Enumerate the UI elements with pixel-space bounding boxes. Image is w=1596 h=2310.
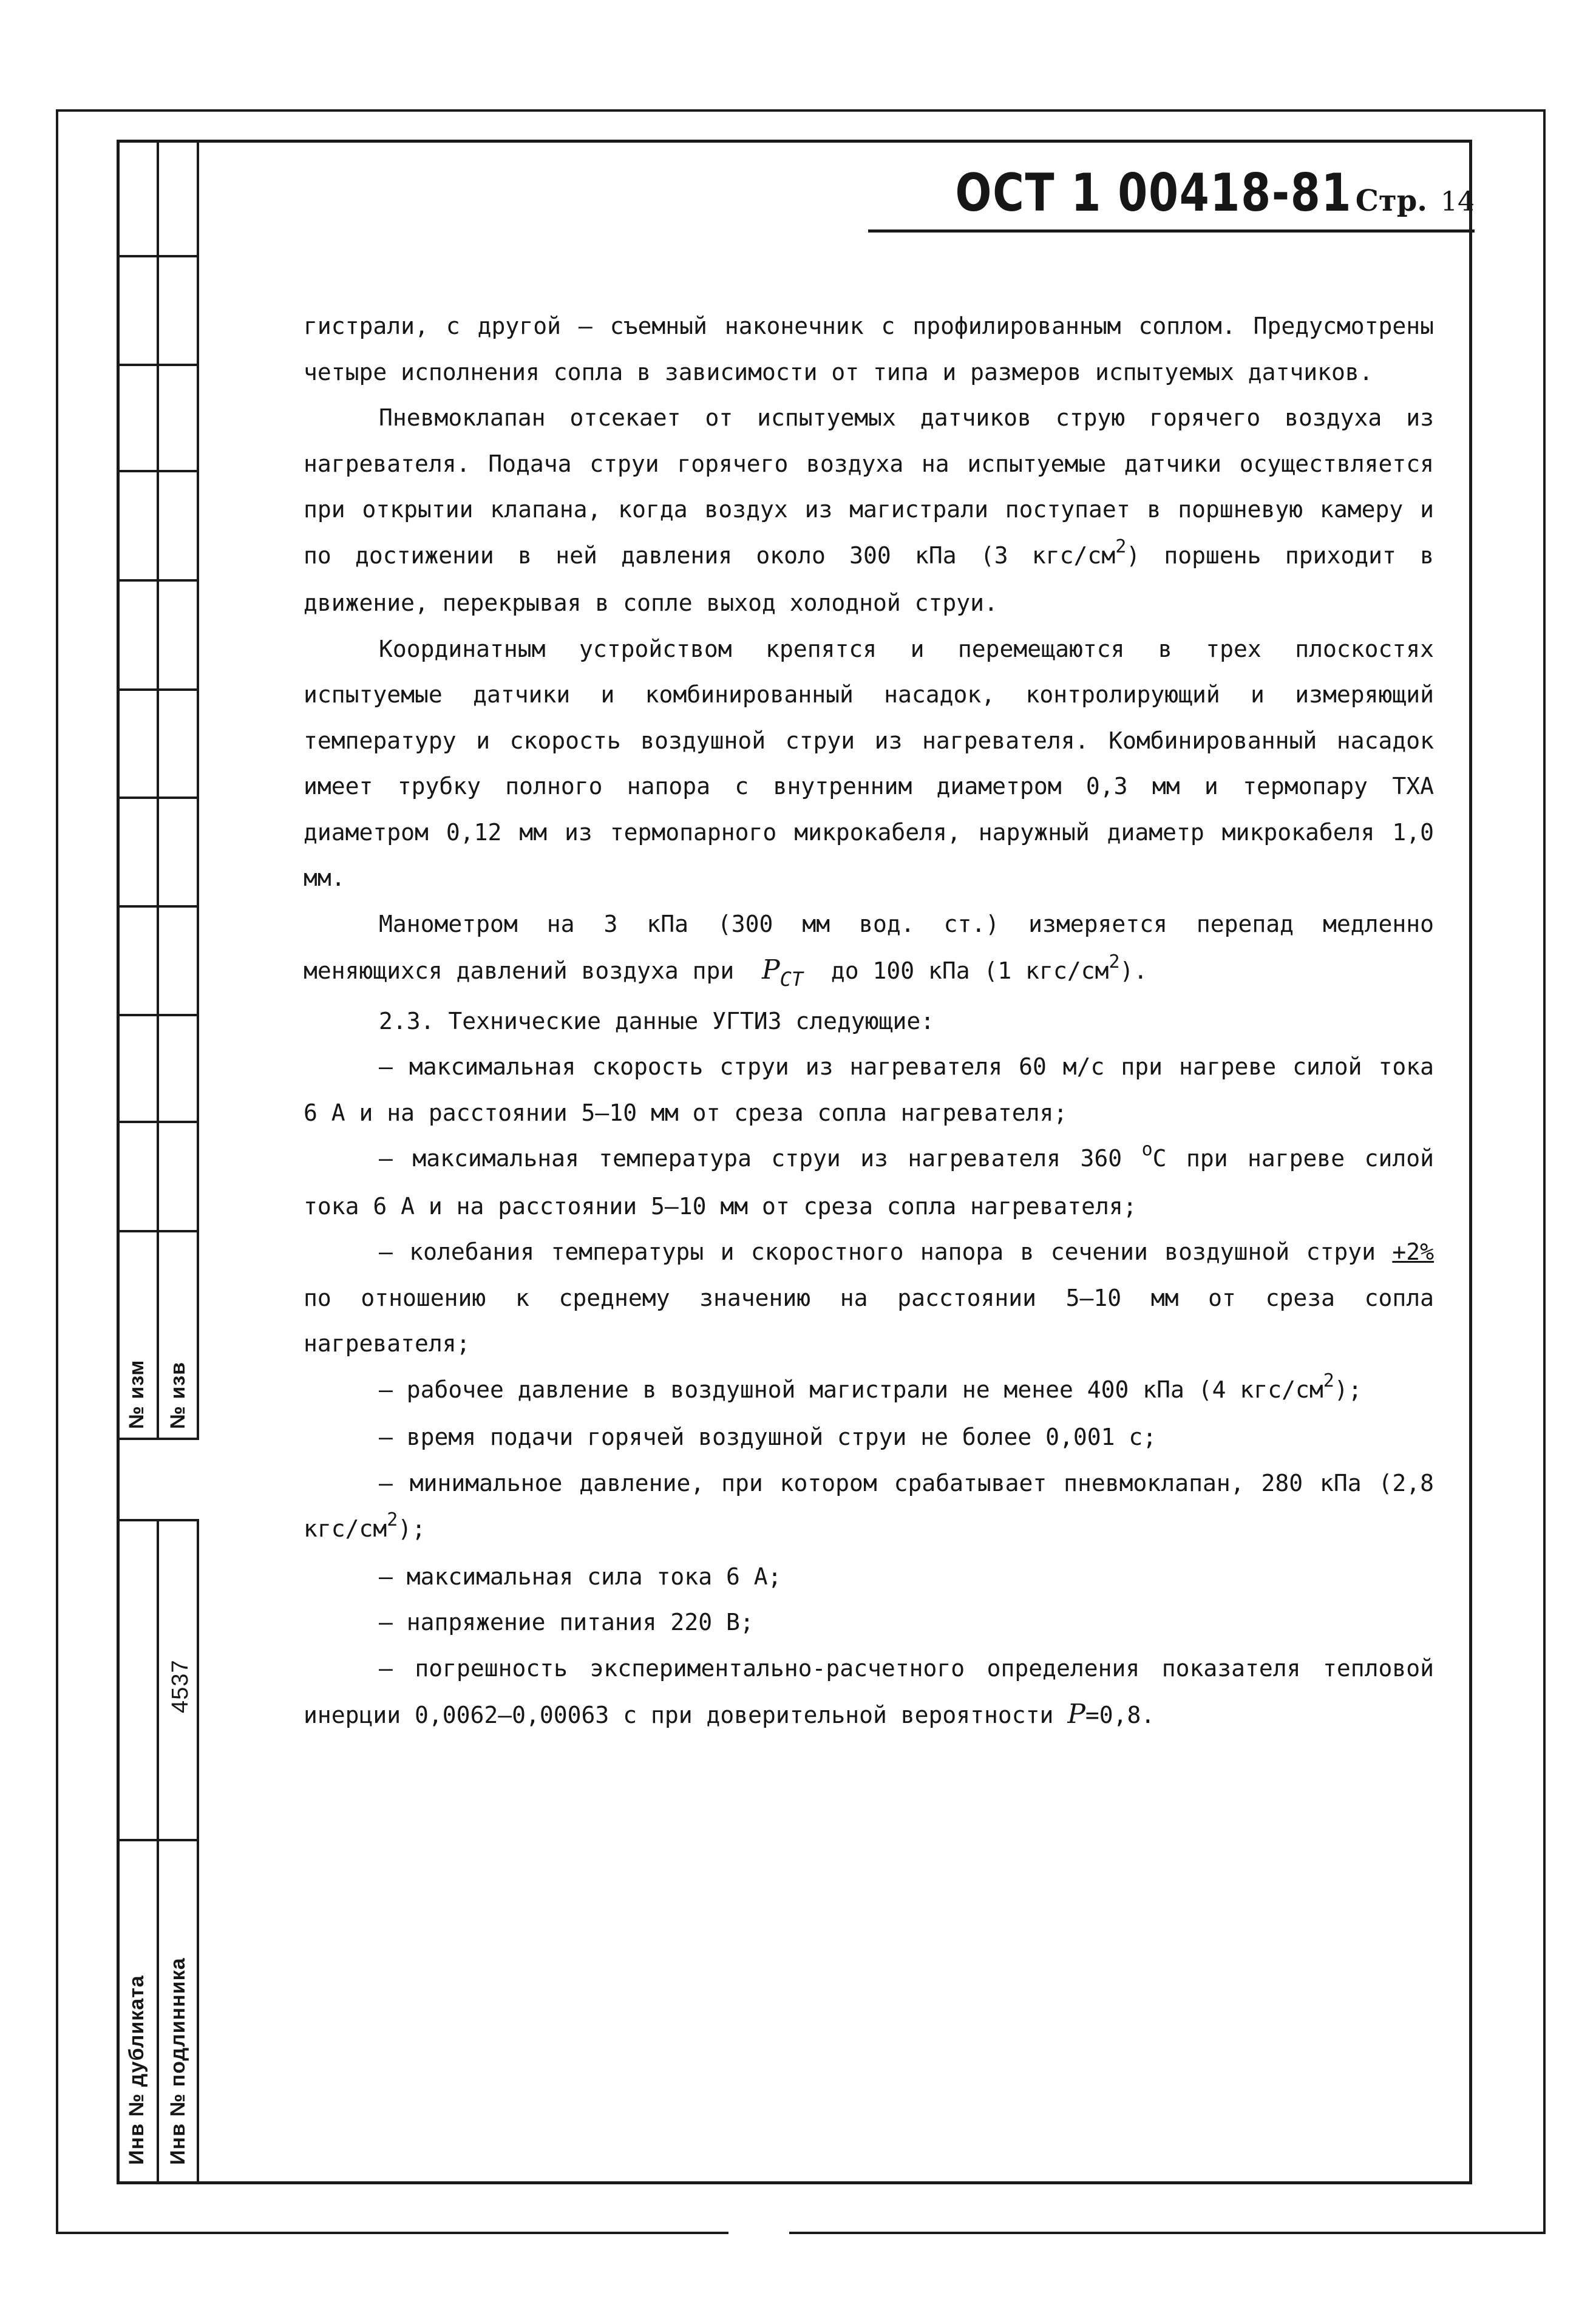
text-run: ); (1334, 1376, 1362, 1403)
text-run: – погрешность экспериментально-расчетного определения показателя тепловой инерции 0,0062–0,00063 с при доверительной вероятности (304, 1654, 1434, 1728)
paragraph: гистрали, с другой – съемный наконечник с профилированным соплом. Предусмотрены четыре исполнения сопла в зависимости от типа и размеров испытуемых датчиков. (304, 313, 1434, 386)
list-item: – максимальная сила тока 6 А; (379, 1563, 782, 1590)
strip-cell-line (119, 797, 197, 799)
list-item (304, 1367, 1434, 1415)
change-number-label: № изм (125, 1359, 148, 1429)
section-heading: 2.3. Технические данные УГТИЗ следующие: (379, 1007, 935, 1034)
text-run: по отношению к среднему значению на расстоянии 5–10 мм от среза сопла нагревателя; (304, 1284, 1434, 1357)
strip-cell-line (119, 1839, 197, 1841)
list-item: – максимальная скорость струи из нагревателя 60 м/с при нагреве силой тока 6 А и на расстоянии 5–10 мм от среза сопла нагревателя; (304, 1053, 1434, 1126)
notice-number-label: № изв (166, 1361, 189, 1429)
strip-divider (157, 142, 159, 1438)
paragraph (304, 902, 1434, 996)
text-run: Манометром на 3 кПа (300 мм вод. ст.) измеряется перепад медленно меняющихся давлений воздуха при (304, 910, 1434, 984)
text-run: =0,8. (1085, 1702, 1155, 1728)
text-run: до 100 кПа (1 кгс/см (830, 957, 1109, 984)
superscript: 2 (1115, 535, 1127, 557)
paragraph: Координатным устройством крепятся и перемещаются в трех плоскостях испытуемые датчики и комбинированный насадок, контролирующий и измеряющий температуру и скорость воздушной струи из нагревателя. Комбинированный насадок имеет трубку полного напора с внутренним диаметром 0,3 мм и термопару ТХА диаметром 0,12 мм из термопарного микрокабеля, наружный диаметр микрокабеля 1,0 мм. (304, 635, 1434, 891)
text-run: ). (1119, 957, 1148, 984)
document-code: ОСТ 1 00418-81 (955, 163, 1352, 223)
strip-cell-line (119, 905, 197, 908)
side-strip-top (117, 140, 199, 1440)
duplicate-inventory-label: Инв № дубликата (125, 1975, 148, 2165)
strip-divider (157, 1521, 159, 2182)
side-strip-bottom (117, 1519, 199, 2184)
inventory-number: 4537 (168, 1659, 193, 1713)
page-label: Стр. (1355, 184, 1427, 218)
list-item (304, 1461, 1434, 1554)
paragraph (304, 395, 1434, 627)
text-run: Пневмоклапан отсекает от испытуемых датчиков струю горячего воздуха из нагревателя. Подача струи горячего воздуха на испытуемые датчики осуществляется при открытии клапана, когда воздух из магистрали поступает в поршневую камеру и по достижении в ней давления около 300 кПа (3 кгс/см (304, 404, 1434, 569)
strip-cell-line (119, 1014, 197, 1016)
superscript: о (1141, 1139, 1153, 1160)
strip-cell-line (119, 1121, 197, 1123)
plus-minus-value: +2% (1392, 1238, 1434, 1265)
strip-cell-line (119, 1230, 197, 1232)
document-body (304, 304, 1434, 1739)
list-item (304, 1646, 1434, 1739)
list-item: – напряжение питания 220 В; (379, 1609, 754, 1636)
text-run: – минимальное давление, при котором срабатывает пневмоклапан, 280 кПа (2,8 кгс/см (304, 1469, 1434, 1542)
list-item (304, 1136, 1434, 1229)
pressure-symbol: P (761, 954, 780, 985)
strip-cell-line (119, 470, 197, 472)
superscript: 2 (1323, 1370, 1334, 1391)
superscript: 2 (387, 1509, 398, 1530)
text-run: – рабочее давление в воздушной магистрали не менее 400 кПа (4 кгс/см (379, 1376, 1323, 1403)
list-item (304, 1229, 1434, 1367)
text-run: – максимальная температура струи из нагревателя 360 (379, 1145, 1122, 1172)
strip-cell-line (119, 255, 197, 257)
strip-cell-line (119, 579, 197, 582)
original-inventory-label: Инв № подлинника (166, 1957, 189, 2165)
document-header (868, 163, 1475, 233)
text-run: ); (398, 1515, 426, 1542)
frame-gap (728, 2227, 789, 2239)
superscript: 2 (1109, 951, 1120, 973)
list-item: – время подачи горячей воздушной струи не более 0,001 с; (379, 1424, 1157, 1450)
strip-cell-line (119, 364, 197, 366)
strip-cell-line (119, 688, 197, 691)
text-run: С при нагреве силой тока 6 А и на расстоянии 5–10 мм от среза сопла нагревателя; (304, 1145, 1434, 1220)
subscript: СТ (779, 968, 804, 991)
text-run: – колебания температуры и скоростного напора в сечении воздушной струи (379, 1238, 1376, 1265)
probability-symbol: P (1067, 1699, 1085, 1730)
page-number: 14 (1441, 186, 1475, 217)
text-run: ) поршень приходит в движение, перекрывая в сопле выход холодной струи. (304, 542, 1435, 616)
